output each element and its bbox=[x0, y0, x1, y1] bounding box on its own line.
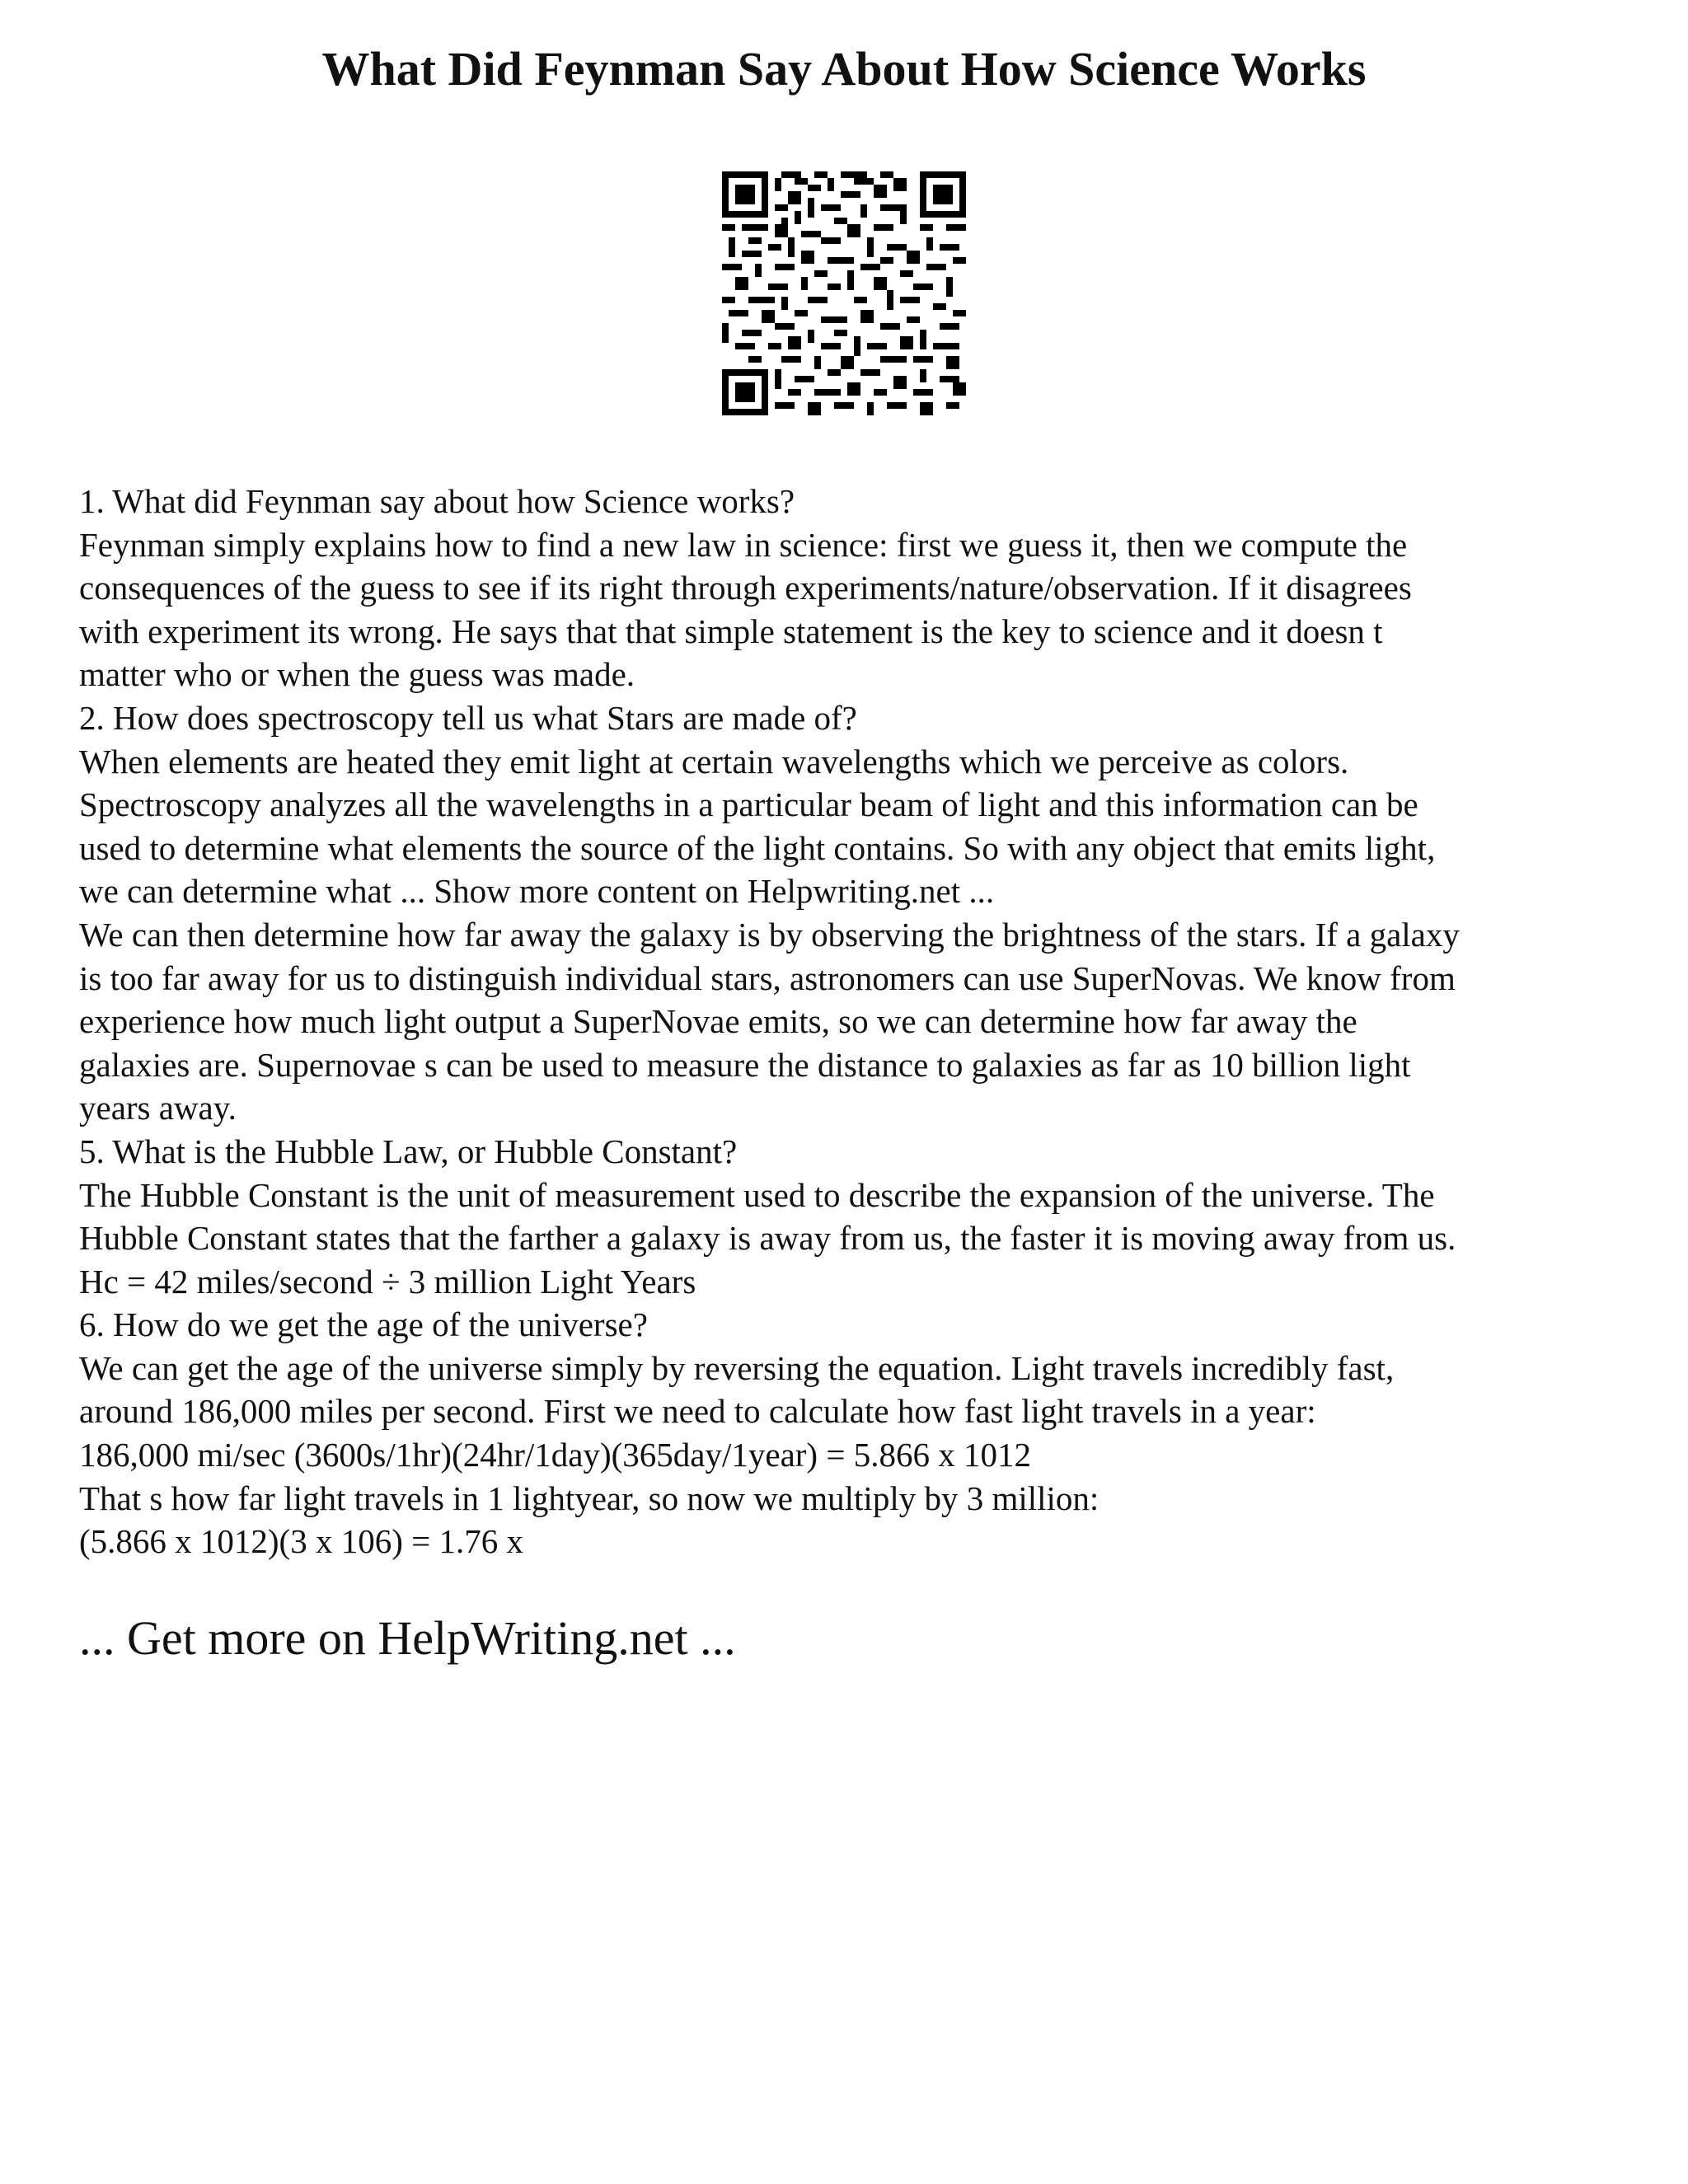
answer-6-line: We can get the age of the universe simply by reversing the equation. Light travels incredibly fast, bbox=[79, 1348, 1395, 1387]
qr-code-image bbox=[722, 171, 966, 415]
answer-2-line: When elements are heated they emit light at certain wavelengths which we perceive as colors. bbox=[79, 742, 1349, 780]
answer-6-line: around 186,000 miles per second. First we need to calculate how fast light travels in a year: bbox=[79, 1392, 1316, 1431]
answer-1-line: matter who or when the guess was made. bbox=[79, 655, 635, 694]
galaxy-distance-line: galaxies are. Supernovae s can be used to measure the distance to galaxies as far as 10 billion light bbox=[79, 1045, 1411, 1084]
hubble-equation: Hc = 42 miles/second ÷ 3 million Light Years bbox=[79, 1262, 696, 1301]
page-title: What Did Feynman Say About How Science Works bbox=[321, 42, 1367, 96]
galaxy-distance-line: experience how much light output a SuperNovae emits, so we can determine how far away the bbox=[79, 1002, 1357, 1041]
answer-2-line: we can determine what ... Show more content on Helpwriting.net ... bbox=[79, 872, 995, 911]
answer-5-line: The Hubble Constant is the unit of measurement used to describe the expansion of the universe. The bbox=[79, 1175, 1435, 1214]
answer-6-line: That s how far light travels in 1 lightyear, so now we multiply by 3 million: bbox=[79, 1479, 1100, 1517]
light-year-equation: 186,000 mi/sec (3600s/1hr)(24hr/1day)(365day/1year) = 5.866 x 1012 bbox=[79, 1436, 1031, 1474]
answer-2-line: used to determine what elements the source of the light contains. So with any object that emits light, bbox=[79, 828, 1436, 867]
answer-1-line: consequences of the guess to see if its right through experiments/nature/observation. If it disagrees bbox=[79, 569, 1412, 607]
answer-1-line: Feynman simply explains how to find a new law in science: first we guess it, then we compute the bbox=[79, 525, 1408, 564]
galaxy-distance-line: We can then determine how far away the galaxy is by observing the brightness of the stars. If a galaxy bbox=[79, 915, 1460, 954]
get-more-link[interactable]: ... Get more on HelpWriting.net ... bbox=[79, 1611, 736, 1665]
answer-5-line: Hubble Constant states that the farther a galaxy is away from us, the faster it is moving away from us. bbox=[79, 1219, 1456, 1258]
answer-2-line: Spectroscopy analyzes all the wavelengths in a particular beam of light and this information can be bbox=[79, 785, 1418, 824]
galaxy-distance-line: is too far away for us to distinguish individual stars, astronomers can use SuperNovas. We know from bbox=[79, 958, 1456, 997]
galaxy-distance-line: years away. bbox=[79, 1089, 237, 1127]
question-1-heading: 1. What did Feynman say about how Science works? bbox=[79, 482, 795, 520]
universe-age-equation: (5.866 x 1012)(3 x 106) = 1.76 x bbox=[79, 1522, 523, 1561]
answer-1-line: with experiment its wrong. He says that that simple statement is the key to science and it doesn t bbox=[79, 612, 1383, 650]
question-5-heading: 5. What is the Hubble Law, or Hubble Constant? bbox=[79, 1132, 738, 1170]
article-body bbox=[79, 480, 1629, 1563]
question-2-heading: 2. How does spectroscopy tell us what Stars are made of? bbox=[79, 698, 857, 737]
question-6-heading: 6. How do we get the age of the universe? bbox=[79, 1305, 648, 1344]
